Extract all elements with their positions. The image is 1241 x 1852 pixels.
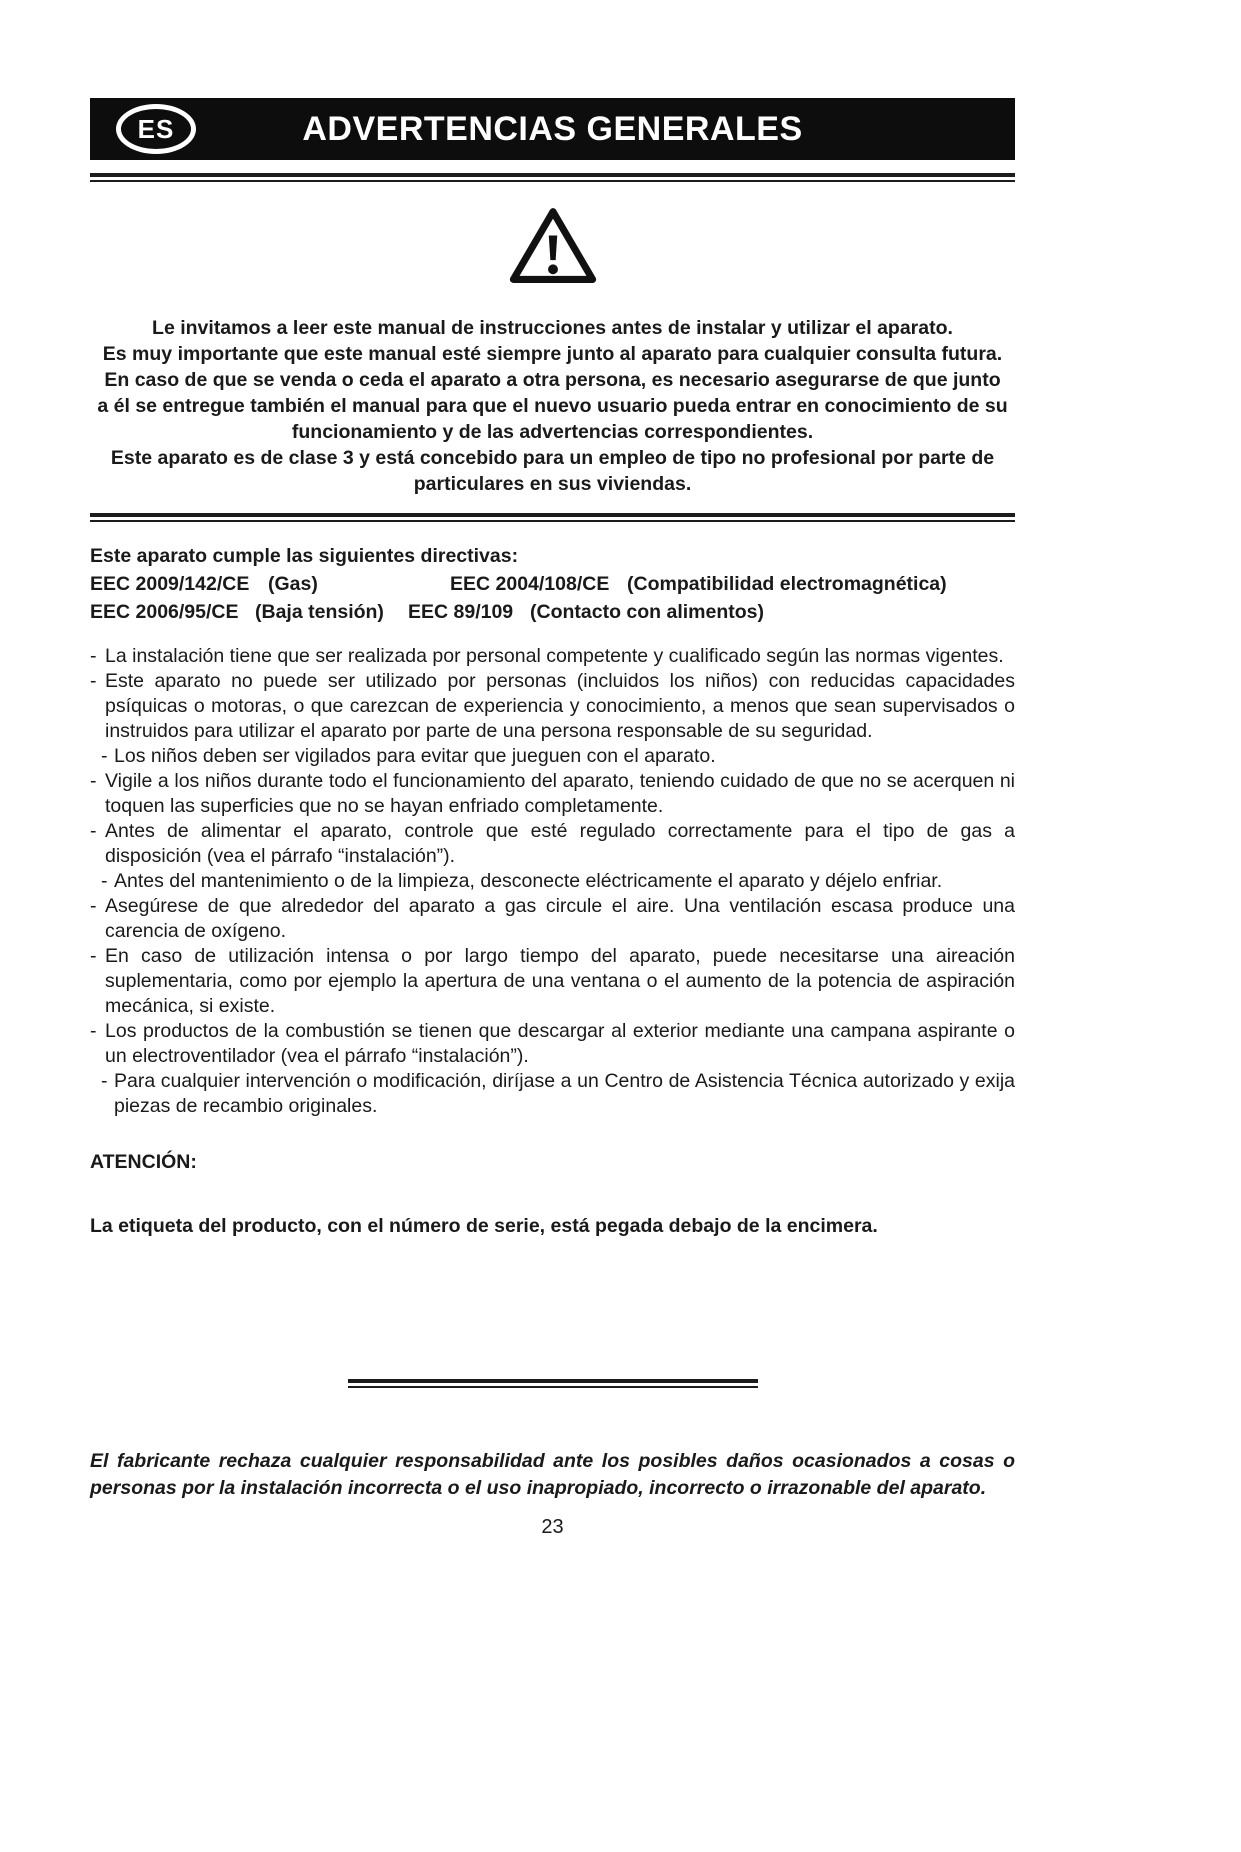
directive-code: EEC 2006/95/CE: [90, 601, 239, 623]
warning-text: Antes de alimentar el aparato, controle que esté regulado correctamente para el tipo de gas a disposición (vea el párrafo “instalación”).: [105, 820, 1015, 867]
es-language-badge-icon: [116, 104, 196, 154]
warning-text: Este aparato no puede ser utilizado por personas (incluidos los niños) con reducidas capacidades psíquicas o motoras, o que carezcan de experiencia y conocimiento, a menos que sean supervisados o instruidos para utilizar el aparato por parte de una persona responsable de su seguridad.: [105, 670, 1015, 742]
warning-list-item: [90, 894, 1015, 944]
warning-list-item: [90, 944, 1015, 1019]
warning-list-item: [90, 644, 1015, 669]
warning-triangle-icon: [509, 206, 597, 286]
header-bar: [90, 98, 1015, 160]
serial-label-note: La etiqueta del producto, con el número de serie, está pegada debajo de la encimera.: [90, 1215, 878, 1237]
warning-icon-container: [90, 206, 1015, 291]
directive-code: EEC 2004/108/CE: [450, 573, 610, 595]
warning-list-item: [90, 1019, 1015, 1069]
list-dash: -: [90, 1020, 97, 1042]
list-dash: -: [90, 770, 97, 792]
warning-list-subitem: [90, 869, 1015, 894]
directive-code: EEC 2009/142/CE: [90, 573, 250, 595]
directives-heading: Este aparato cumple las siguientes directivas:: [90, 545, 519, 567]
intro-text-block: [90, 315, 1015, 497]
divider-bottom: [348, 1379, 758, 1388]
list-dash: -: [101, 870, 108, 892]
warning-list-subitem: [90, 1069, 1015, 1119]
directive-row: [90, 598, 1015, 626]
warning-list-item: [90, 769, 1015, 819]
directive-subject: (Gas): [268, 573, 318, 595]
divider-top: [90, 173, 1015, 182]
list-dash: -: [90, 645, 97, 667]
warning-list-item: [90, 819, 1015, 869]
manufacturer-disclaimer: El fabricante rechaza cualquier responsabilidad ante los posibles daños ocasionados a cosas o personas por la instalación incorrecta o el uso inapropiado, incorrecto o irrazonable del aparato.: [90, 1450, 1015, 1499]
page-title: ADVERTENCIAS GENERALES: [302, 109, 803, 148]
directive-row: [90, 570, 1015, 598]
language-code: ES: [137, 113, 175, 144]
attention-section: [90, 1149, 1015, 1239]
page-number: 23: [541, 1516, 564, 1538]
directives-section: [90, 542, 1015, 626]
warning-list: [90, 644, 1015, 1119]
intro-line: a él se entregue también el manual para que el nuevo usuario pueda entrar en conocimiento de su: [97, 395, 1008, 417]
warning-text: Los niños deben ser vigilados para evitar que jueguen con el aparato.: [114, 745, 716, 767]
intro-line: Es muy importante que este manual esté siempre junto al aparato para cualquier consulta futura.: [102, 343, 1003, 365]
list-dash: -: [90, 820, 97, 842]
list-dash: -: [90, 945, 97, 967]
attention-heading: ATENCIÓN:: [90, 1151, 197, 1173]
directive-subject: (Baja tensión): [255, 601, 384, 623]
warning-list-item: [90, 669, 1015, 744]
warning-text: Vigile a los niños durante todo el funcionamiento del aparato, teniendo cuidado de que no se acerquen ni toquen las superficies que no se hayan enfriado completamente.: [105, 770, 1015, 817]
list-dash: -: [90, 670, 97, 692]
warning-text: Los productos de la combustión se tienen que descargar al exterior mediante una campana aspirante o un electroventilador (vea el párrafo “instalación”).: [105, 1020, 1015, 1067]
warning-text: Asegúrese de que alrededor del aparato a gas circule el aire. Una ventilación escasa produce una carencia de oxígeno.: [105, 895, 1015, 942]
intro-line: particulares en sus viviendas.: [413, 473, 692, 495]
directive-code: EEC 89/109: [408, 601, 514, 623]
warning-text: Para cualquier intervención o modificación, diríjase a un Centro de Asistencia Técnica autorizado y exija piezas de recambio originales.: [114, 1070, 1015, 1117]
divider-middle: [90, 513, 1015, 522]
intro-line: Le invitamos a leer este manual de instrucciones antes de instalar y utilizar el aparato.: [152, 317, 953, 339]
warning-text: La instalación tiene que ser realizada por personal competente y cualificado según las normas vigentes.: [105, 645, 1004, 667]
list-dash: -: [101, 745, 108, 767]
intro-line: En caso de que se venda o ceda el aparato a otra persona, es necesario asegurarse de que junto: [104, 369, 1001, 391]
warning-list-subitem: [90, 744, 1015, 769]
list-dash: -: [90, 895, 97, 917]
manual-page: [90, 98, 1015, 1539]
directive-subject: (Contacto con alimentos): [530, 601, 765, 623]
intro-line: funcionamiento y de las advertencias correspondientes.: [291, 421, 814, 443]
intro-line: Este aparato es de clase 3 y está concebido para un empleo de tipo no profesional por parte de: [110, 447, 995, 469]
directive-subject: (Compatibilidad electromagnética): [627, 573, 947, 595]
warning-text: Antes del mantenimiento o de la limpieza, desconecte eléctricamente el aparato y déjelo enfriar.: [114, 870, 943, 892]
warning-text: En caso de utilización intensa o por largo tiempo del aparato, puede necesitarse una aireación suplementaria, como por ejemplo la apertura de una ventana o el aumento de la potencia de aspiración mecánica, si existe.: [105, 945, 1015, 1017]
list-dash: -: [101, 1070, 108, 1092]
